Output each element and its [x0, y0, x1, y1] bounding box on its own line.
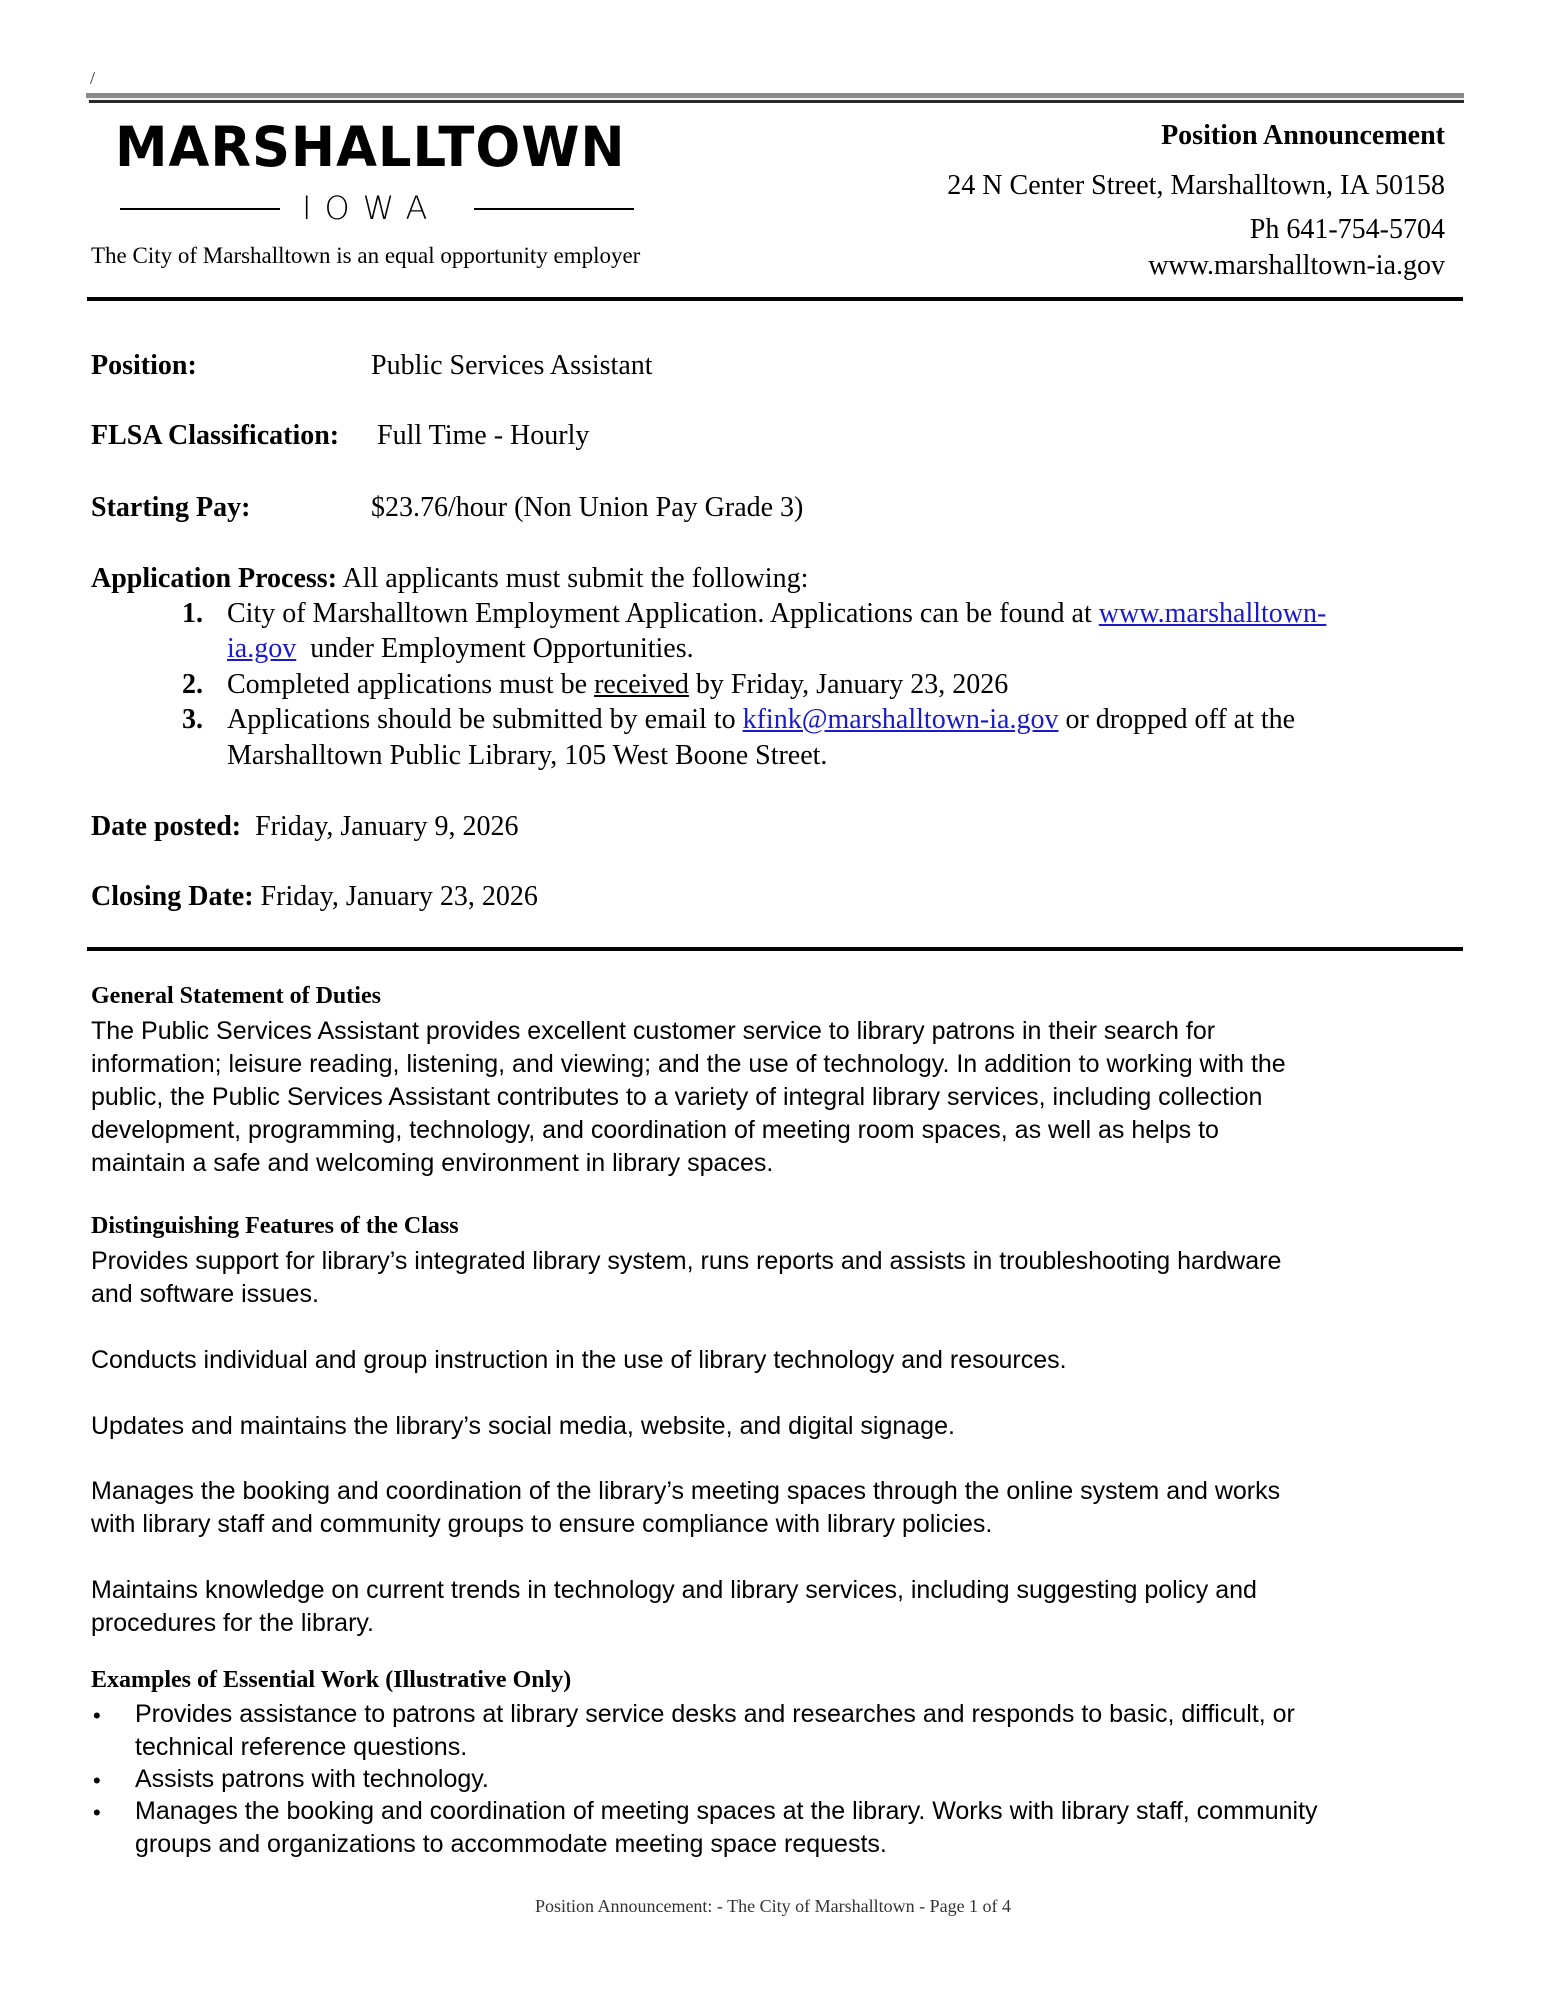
bullet-item: Provides assistance to patrons at library service desks and researches and responds to basic, difficult, or [135, 1700, 1295, 1728]
top-double-rule [86, 93, 1464, 103]
list-item-text: Completed applications must be [227, 669, 595, 700]
body-line: Conducts individual and group instruction in the use of library technology and resources. [91, 1346, 1067, 1374]
list-item-text: under Employment Opportunities. [296, 633, 694, 664]
list-number: 1. [182, 598, 203, 629]
body-line: and software issues. [91, 1280, 319, 1308]
bullet-item-continued: groups and organizations to accommodate meeting space requests. [135, 1830, 887, 1858]
body-line: development, programming, technology, and coordination of meeting room spaces, as well as helps to [91, 1116, 1219, 1144]
email-link[interactable]: kfink@marshalltown-ia.gov [742, 704, 1059, 735]
list-item-text: or dropped off at the [1058, 704, 1296, 735]
application-intro: All applicants must submit the following: [342, 563, 809, 594]
position-label: Position: [91, 350, 197, 381]
bullet-icon: • [93, 1768, 101, 1793]
list-item-text: by Friday, January 23, 2026 [688, 669, 1009, 700]
bullet-icon: • [93, 1800, 101, 1825]
logo-wordmark: MARSHALLTOWN [115, 115, 626, 179]
corner-mark: / [90, 68, 96, 88]
date-posted-label: Date posted: [91, 811, 242, 842]
body-line: Provides support for library’s integrated library system, runs reports and assists in troubleshooting hardware [91, 1247, 1282, 1275]
logo-state: IOWA [302, 189, 441, 227]
body-line: The Public Services Assistant provides excellent customer service to library patrons in their search for [91, 1017, 1216, 1045]
bullet-item-continued: technical reference questions. [135, 1733, 468, 1761]
logo-left-rule [120, 208, 280, 210]
header-website: www.marshalltown-ia.gov [1148, 250, 1445, 281]
body-line: procedures for the library. [91, 1609, 374, 1637]
received-emphasis: received [594, 669, 689, 700]
general-statement-heading: General Statement of Duties [91, 983, 381, 1009]
header-address: 24 N Center Street, Marshalltown, IA 50158 [947, 170, 1445, 201]
list-number: 2. [182, 669, 203, 700]
bullet-item: Manages the booking and coordination of meeting spaces at the library. Works with library staff, community [135, 1797, 1318, 1825]
pay-label: Starting Pay: [91, 492, 251, 523]
list-number: 3. [182, 704, 203, 735]
closing-date-value: Friday, January 23, 2026 [260, 881, 538, 912]
logo-right-rule [474, 208, 634, 210]
list-item-1-line-2 [227, 633, 694, 665]
doc-type-title: Position Announcement [1161, 120, 1445, 151]
flsa-value: Full Time - Hourly [377, 420, 590, 451]
flsa-label: FLSA Classification: [91, 420, 340, 451]
closing-date [91, 881, 538, 913]
list-item-1-line-1 [227, 598, 1326, 630]
body-line: information; leisure reading, listening, and viewing; and the use of technology. In addition to working with the [91, 1050, 1286, 1078]
distinguishing-features-heading: Distinguishing Features of the Class [91, 1213, 459, 1239]
body-line: Manages the booking and coordination of the library’s meeting spaces through the online system and works [91, 1477, 1281, 1505]
body-line: Updates and maintains the library’s social media, website, and digital signage. [91, 1412, 955, 1440]
header-divider [87, 297, 1463, 301]
list-item-3-line-2: Marshalltown Public Library, 105 West Boone Street. [227, 740, 828, 771]
examples-heading: Examples of Essential Work (Illustrative Only) [91, 1667, 572, 1693]
closing-date-label: Closing Date: [91, 881, 254, 912]
position-value: Public Services Assistant [371, 350, 653, 381]
body-line: maintain a safe and welcoming environment in library spaces. [91, 1149, 774, 1177]
bullet-icon: • [93, 1703, 101, 1728]
date-posted [91, 811, 518, 843]
eoe-statement: The City of Marshalltown is an equal opportunity employer [91, 243, 641, 268]
bullet-item: Assists patrons with technology. [135, 1765, 489, 1793]
header-phone: Ph 641-754-5704 [1249, 214, 1445, 245]
date-posted-value: Friday, January 9, 2026 [255, 811, 519, 842]
website-link[interactable]: www.marshalltown- [1098, 598, 1327, 629]
list-item-2 [227, 669, 1008, 701]
pay-value: $23.76/hour (Non Union Pay Grade 3) [371, 492, 804, 523]
website-link-continued[interactable]: ia.gov [227, 633, 297, 664]
page-footer: Position Announcement: - The City of Marshalltown - Page 1 of 4 [534, 1896, 1012, 1916]
application-process [91, 563, 808, 595]
section-divider [87, 947, 1463, 951]
body-line: public, the Public Services Assistant contributes to a variety of integral library services, including collection [91, 1083, 1263, 1111]
body-line: Maintains knowledge on current trends in technology and library services, including suggesting policy and [91, 1576, 1257, 1604]
list-item-3-line-1 [227, 704, 1295, 736]
body-line: with library staff and community groups to ensure compliance with library policies. [91, 1510, 993, 1538]
list-item-text: Applications should be submitted by email to [227, 704, 743, 735]
application-label: Application Process: [91, 563, 338, 594]
list-item-text: City of Marshalltown Employment Application. Applications can be found at [227, 598, 1099, 629]
